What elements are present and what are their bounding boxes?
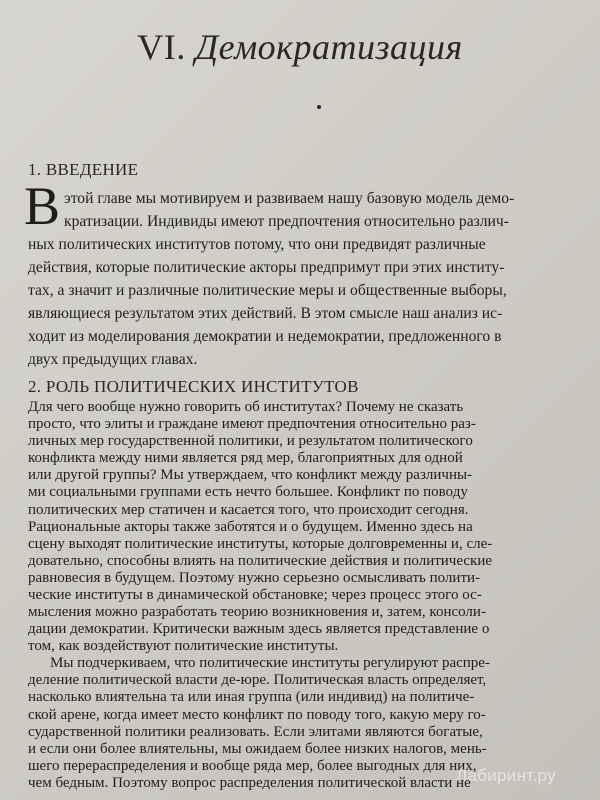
text-line: этой главе мы мотивируем и развиваем нашу базовую модель демо-: [64, 190, 515, 207]
text-line: равновесия в будущем. Поэтому нужно серьезно осмысливать полити-: [28, 569, 481, 586]
chapter-name: Демократизация: [195, 27, 463, 67]
text-line: довательно, способны влиять на политические действия и политические: [28, 552, 493, 569]
text-line: двух предыдущих главах.: [28, 351, 198, 368]
text-line: ных политических институтов потому, что они предвидят различные: [28, 236, 486, 253]
text-line: Мы подчеркиваем, что политические институты регулируют распре-: [50, 655, 490, 672]
section-heading-introduction: 1. ВВЕДЕНИЕ: [28, 160, 139, 179]
text-line: ми социальными группами есть нечто большее. Конфликт по поводу: [28, 484, 468, 501]
text-line: и если они более влиятельны, мы ожидаем более низких налогов, мень-: [28, 740, 487, 757]
text-line: просто, что элиты и граждане имеют предпочтения относительно раз-: [28, 416, 476, 433]
chapter-number: VI.: [137, 27, 186, 67]
text-line: сцену выходят политические институты, которые долговременны и, сле-: [28, 535, 493, 552]
ornament-dot: [317, 105, 321, 109]
watermark: Лабиринт.ру: [456, 766, 556, 785]
text-line: Рациональные акторы также заботятся и о будущем. Именно здесь на: [28, 518, 473, 535]
text-line: личных мер государственной политики, и результатом политического: [28, 433, 473, 450]
text-line: кратизации. Индивиды имеют предпочтения относительно различ-: [64, 213, 509, 230]
text-line: дации демократии. Критически важным здесь является представление о: [28, 621, 490, 638]
text-line: являющиеся результатом этих действий. В этом смысле наш анализ ис-: [28, 305, 503, 322]
text-line: насколько влиятельна та или иная группа (или индивид) на политиче-: [28, 689, 475, 706]
text-line: или другой группы? Мы утверждаем, что конфликт между различны-: [28, 467, 473, 484]
text-line: деление политической власти де-юре. Политическая власть определяет,: [28, 672, 487, 689]
drop-cap: В: [24, 176, 61, 236]
text-line: ской арене, когда имеет место конфликт по поводу того, какую меру го-: [28, 706, 486, 723]
text-line: том, как воздействуют политические институты.: [28, 638, 339, 655]
text-line: конфликта между ними является ряд мер, благоприятных для одной: [28, 450, 463, 467]
text-line: Для чего вообще нужно говорить об институтах? Почему не сказать: [28, 399, 464, 415]
chapter-title: [0, 26, 600, 68]
text-line: шего перераспределения и вообще ряда мер, более выгодных для них,: [28, 757, 477, 774]
section-heading-political-institutions: 2. РОЛЬ ПОЛИТИЧЕСКИХ ИНСТИТУТОВ: [28, 377, 359, 396]
text-line: сударственной политики реализовать. Если элитами являются богатые,: [28, 723, 483, 740]
text-line: ческие институты в динамической обстановке; через процесс этого ос-: [28, 586, 482, 603]
text-line: чем бедным. Поэтому вопрос распределения политической власти не: [28, 774, 471, 791]
text-line: политических мер статичен и касается того, что происходит сегодня.: [28, 501, 469, 518]
text-line: ходит из моделирования демократии и недемократии, предложенного в: [28, 328, 502, 345]
text-line: тах, а значит и различные политические меры и общественные выборы,: [28, 282, 507, 299]
text-line: действия, которые политические акторы предпримут при этих институ-: [28, 259, 505, 276]
text-line: мысления можно разработать теорию возникновения и, затем, консоли-: [28, 604, 486, 621]
